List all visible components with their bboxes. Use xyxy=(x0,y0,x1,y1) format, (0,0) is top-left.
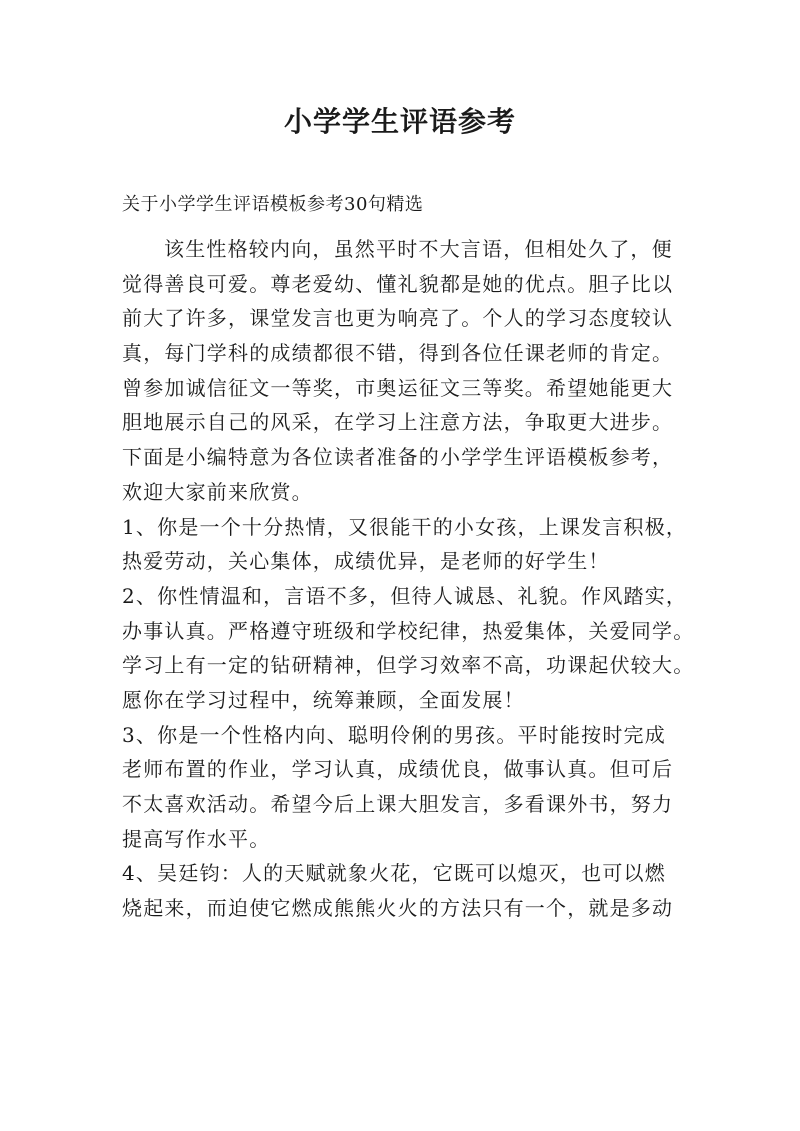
body-line: 胆地展示自己的风采，在学习上注意方法，争取更大进步。 xyxy=(122,410,674,435)
body-line: 老师布置的作业，学习认真，成绩优良，做事认真。但可后 xyxy=(122,757,674,782)
body-line: 4、吴廷钧：人的天赋就象火花，它既可以熄灭，也可以燃 xyxy=(122,861,666,886)
body-line: 真，每门学科的成绩都很不错，得到各位任课老师的肯定。 xyxy=(122,341,674,366)
body-line: 热爱劳动，关心集体，成绩优异，是老师的好学生！ xyxy=(122,549,610,574)
body-line: 提高写作水平。 xyxy=(122,826,271,851)
document-subtitle: 关于小学学生评语模板参考30句精选 xyxy=(122,194,424,215)
body-line: 2、你性情温和，言语不多，但待人诚恳、礼貌。作风踏实， xyxy=(122,583,688,608)
body-line: 不太喜欢活动。希望今后上课大胆发言，多看课外书，努力 xyxy=(122,792,674,816)
body-line: 学习上有一定的钻研精神，但学习效率不高，功课起伏较大。 xyxy=(122,653,695,678)
body-line: 办事认真。严格遵守班级和学校纪律，热爱集体，关爱同学。 xyxy=(122,618,695,643)
document-body xyxy=(122,232,702,926)
document-title: 小学学生评语参考 xyxy=(283,105,516,138)
body-line: 欢迎大家前来欣赏。 xyxy=(122,479,313,504)
body-line: 觉得善良可爱。尊老爱幼、懂礼貌都是她的优点。胆子比以 xyxy=(122,271,674,296)
body-line: 下面是小编特意为各位读者准备的小学学生评语模板参考， xyxy=(122,445,674,470)
body-line: 1、你是一个十分热情，又很能干的小女孩，上课发言积极， xyxy=(122,514,688,539)
body-line: 烧起来，而迫使它燃成熊熊火火的方法只有一个，就是多动 xyxy=(122,896,674,921)
body-line: 愿你在学习过程中，统筹兼顾，全面发展！ xyxy=(122,687,525,712)
body-line: 该生性格较内向，虽然平时不大言语，但相处久了，便 xyxy=(164,237,673,261)
body-line: 3、你是一个性格内向、聪明伶俐的男孩。平时能按时完成 xyxy=(122,722,666,747)
body-line: 前大了许多，课堂发言也更为响亮了。个人的学习态度较认 xyxy=(122,306,674,331)
body-line: 曾参加诚信征文一等奖，市奥运征文三等奖。希望她能更大 xyxy=(122,375,674,400)
